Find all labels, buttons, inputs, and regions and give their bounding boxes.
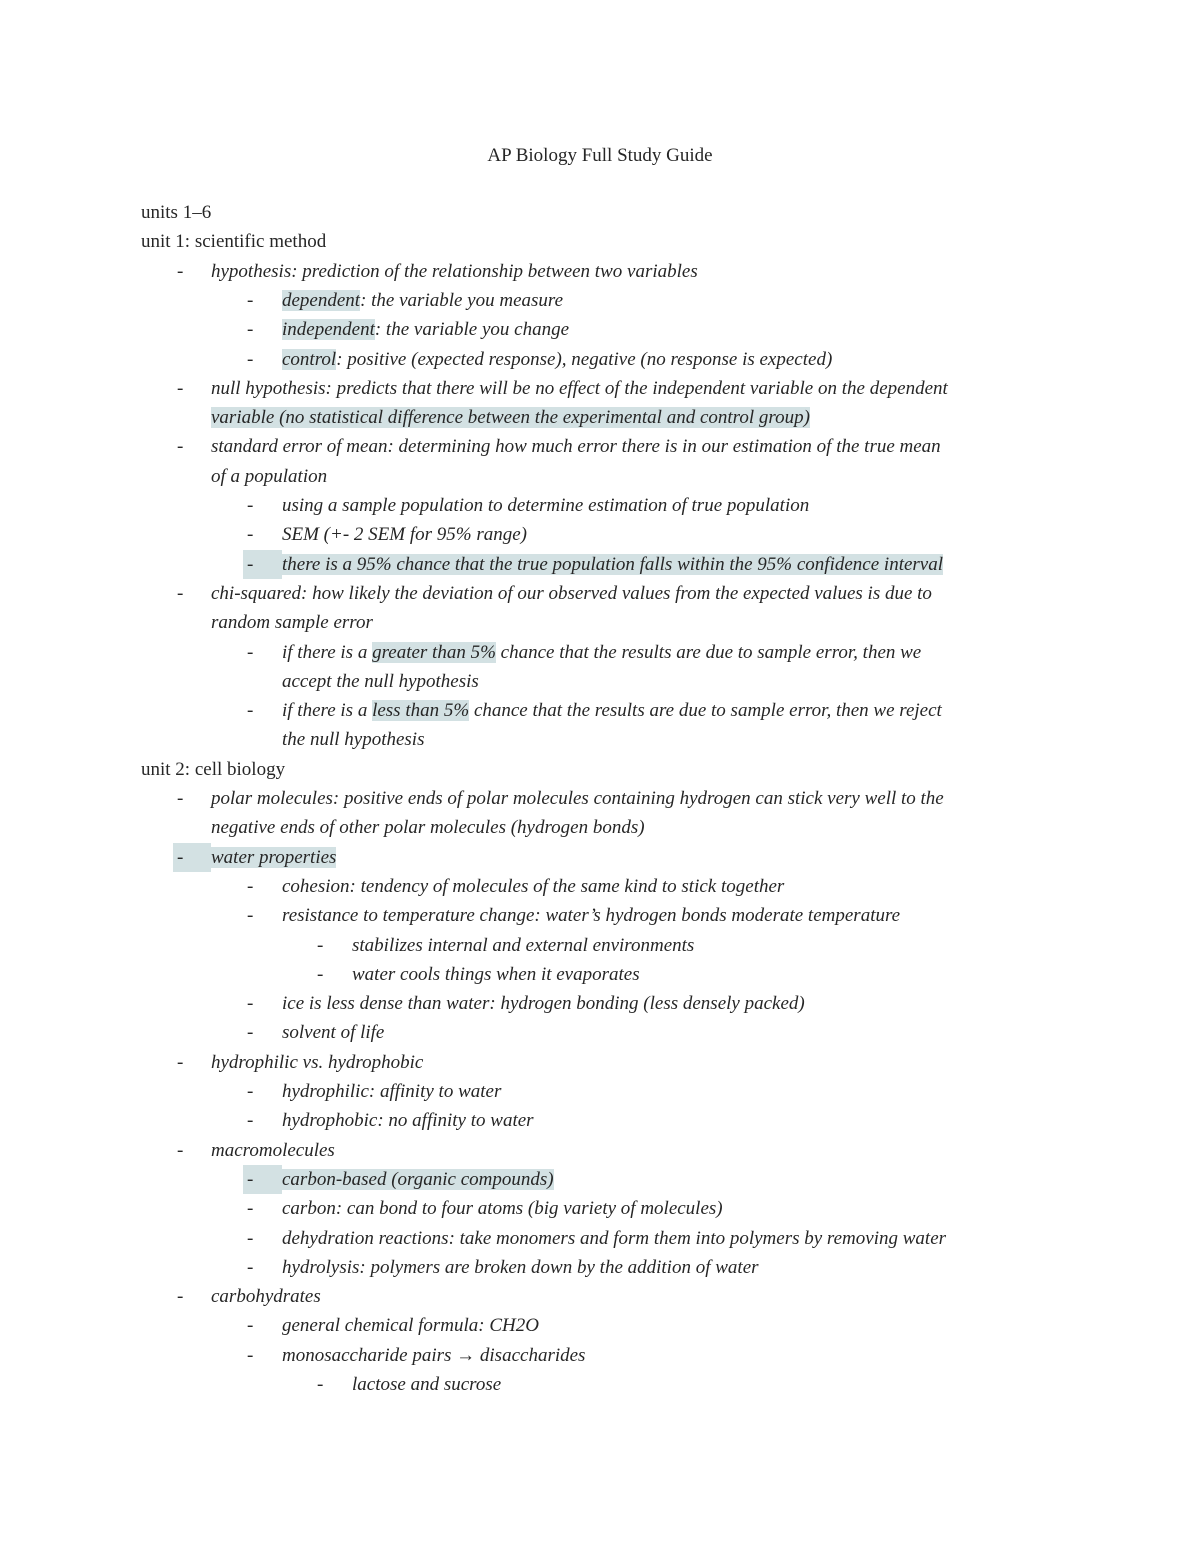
bullet-dash: -: [247, 875, 254, 897]
highlighted-text: dependent: [282, 289, 361, 311]
list-item: [0, 1253, 1200, 1282]
list-item-continuation: [0, 462, 1200, 491]
text-run: : the variable you change: [374, 319, 570, 341]
line-text: [141, 198, 211, 227]
highlighted-text: control: [282, 348, 337, 370]
list-item: [0, 989, 1200, 1018]
highlighted-text: greater than 5%: [372, 641, 496, 663]
highlighted-text: water properties: [211, 846, 337, 868]
bullet-dash: -: [177, 436, 184, 458]
line-text: [282, 667, 479, 696]
list-item: [0, 960, 1200, 989]
list-item: [0, 1106, 1200, 1135]
list-item: [0, 1136, 1200, 1165]
text-run: negative ends of other polar molecules (hydrogen bonds): [211, 817, 645, 839]
bullet-dash: -: [177, 1286, 184, 1308]
line-text: [282, 1341, 585, 1370]
bullet-dash: -: [247, 700, 254, 722]
text-run: null hypothesis: predicts that there will be no effect of the independent variable on the dependent: [211, 377, 948, 399]
list-item: [0, 901, 1200, 930]
line-text: [211, 403, 810, 432]
text-run: hydrophilic: affinity to water: [282, 1081, 502, 1102]
highlighted-text: independent: [282, 319, 375, 341]
line-text: [282, 1165, 554, 1194]
text-run: stabilizes internal and external environments: [352, 934, 695, 956]
list-item-continuation: [0, 725, 1200, 754]
bullet-dash: -: [247, 1344, 254, 1366]
text-run: monosaccharide pairs → disaccharides: [282, 1344, 586, 1366]
text-run: chance that the results are due to sample error, then we: [495, 641, 922, 663]
line-text: [282, 1253, 759, 1282]
list-item: [0, 1018, 1200, 1047]
text-run: general chemical formula: CH2O: [282, 1315, 539, 1337]
line-text: [211, 1282, 321, 1311]
line-text: [282, 638, 921, 667]
text-run: carbon: can bond to four atoms (big variety of molecules): [282, 1198, 723, 1220]
text-run: SEM (+- 2 SEM for 95% range): [282, 524, 527, 546]
text-run: unit 1: scientific method: [141, 231, 327, 253]
bullet-dash: -: [247, 1081, 254, 1102]
line-text: [282, 1106, 534, 1135]
list-item: [0, 784, 1200, 813]
bullet-dash: -: [247, 1315, 254, 1337]
bullet-dash: -: [317, 1374, 324, 1395]
bullet-dash: -: [247, 905, 254, 927]
bullet-dash: -: [177, 260, 184, 282]
list-item: [0, 345, 1200, 374]
bullet-dash: -: [243, 1165, 282, 1194]
highlighted-text: variable (no statistical difference between the experimental and control group): [211, 407, 810, 429]
line-text: [282, 725, 424, 754]
bullet-dash: -: [247, 524, 254, 546]
highlighted-text: less than 5%: [372, 700, 470, 722]
text-run: unit 2: cell biology: [141, 758, 286, 780]
list-item: [0, 872, 1200, 901]
text-run: the null hypothesis: [282, 729, 425, 751]
line-text: [282, 989, 805, 1018]
line-text: [282, 286, 563, 315]
bullet-dash: -: [177, 377, 184, 399]
text-run: : the variable you measure: [360, 289, 564, 311]
highlighted-text: carbon-based (organic compounds): [282, 1168, 554, 1190]
section-heading: [0, 227, 1200, 256]
list-item: [0, 638, 1200, 667]
list-item: [0, 1165, 1200, 1194]
bullet-dash: -: [247, 1110, 254, 1132]
text-run: accept the null hypothesis: [282, 670, 479, 692]
line-text: [282, 696, 942, 725]
line-text: [211, 257, 698, 286]
text-run: : positive (expected response), negative (no response is expected): [336, 348, 833, 370]
list-item: [0, 257, 1200, 286]
text-run: standard error of mean: determining how much error there is in our estimation of the true mean: [211, 436, 941, 458]
list-item: [0, 1194, 1200, 1223]
list-item: [0, 1282, 1200, 1311]
bullet-dash: -: [247, 641, 254, 663]
line-text: [282, 491, 809, 520]
line-text: [282, 345, 832, 374]
bullet-dash: -: [177, 1051, 184, 1073]
bullet-dash: -: [177, 582, 184, 604]
bullet-dash: -: [247, 289, 254, 311]
text-run: carbohydrates: [211, 1286, 321, 1308]
line-text: [211, 813, 645, 842]
line-text: [141, 227, 326, 256]
line-text: [211, 462, 327, 491]
bullet-dash: -: [247, 1198, 254, 1220]
bullet-dash: -: [177, 788, 184, 809]
section-heading: [0, 755, 1200, 784]
line-text: [282, 1077, 501, 1106]
line-text: [282, 315, 569, 344]
line-text: [211, 374, 948, 403]
list-item: [0, 286, 1200, 315]
text-run: hydrophobic: no affinity to water: [282, 1110, 534, 1132]
list-item-continuation: [0, 403, 1200, 432]
line-text: [211, 432, 941, 461]
text-run: cohesion: tendency of molecules of the same kind to stick together: [282, 875, 785, 897]
bullet-dash: -: [247, 319, 254, 341]
line-text: [282, 520, 527, 549]
text-run: solvent of life: [282, 1022, 385, 1044]
list-item: [0, 374, 1200, 403]
text-run: macromolecules: [211, 1139, 335, 1161]
text-run: units 1–6: [141, 202, 212, 223]
list-item: [0, 579, 1200, 608]
line-text: [282, 1018, 384, 1047]
document-title: AP Biology Full Study Guide: [487, 145, 713, 166]
list-item: [0, 1224, 1200, 1253]
text-run: hypothesis: prediction of the relationship between two variables: [211, 260, 698, 282]
bullet-dash: -: [317, 963, 324, 985]
bullet-dash: -: [247, 495, 254, 516]
list-item-continuation: [0, 813, 1200, 842]
line-text: [282, 1311, 539, 1340]
list-item: [0, 315, 1200, 344]
text-run: hydrophilic vs. hydrophobic: [211, 1051, 424, 1073]
list-item: [0, 696, 1200, 725]
text-run: resistance to temperature change: water’s hydrogen bonds moderate temperature: [282, 905, 901, 927]
list-item: [0, 1048, 1200, 1077]
list-item: [0, 550, 1200, 579]
list-item-continuation: [0, 667, 1200, 696]
text-run: polar molecules: positive ends of polar molecules containing hydrogen can stick very well to the: [211, 788, 944, 809]
bullet-dash: -: [247, 1256, 254, 1278]
list-item: [0, 931, 1200, 960]
line-text: [282, 1194, 723, 1223]
line-text: [282, 1224, 946, 1253]
line-text: [282, 872, 784, 901]
bullet-dash: -: [247, 993, 254, 1015]
bullet-dash: -: [247, 1022, 254, 1044]
text-run: water cools things when it evaporates: [352, 963, 640, 985]
list-item: [0, 1311, 1200, 1340]
text-run: lactose and sucrose: [352, 1374, 502, 1395]
line-text: [141, 755, 285, 784]
bullet-dash: -: [173, 843, 211, 872]
line-text: [282, 550, 943, 579]
list-item: [0, 1341, 1200, 1370]
text-run: hydrolysis: polymers are broken down by the addition of water: [282, 1256, 759, 1278]
line-text: [211, 1136, 335, 1165]
line-text: [352, 960, 640, 989]
text-run: if there is a: [282, 641, 373, 663]
text-run: of a population: [211, 465, 328, 487]
line-text: [282, 901, 900, 930]
list-item: [0, 843, 1200, 872]
text-run: using a sample population to determine estimation of true population: [282, 495, 810, 516]
bullet-dash: -: [177, 1139, 184, 1161]
text-run: if there is a: [282, 700, 373, 722]
bullet-dash: -: [317, 934, 324, 956]
line-text: [211, 608, 373, 637]
list-item: [0, 1077, 1200, 1106]
text-run: random sample error: [211, 612, 373, 634]
text-run: chance that the results are due to sample error, then we reject: [469, 700, 942, 722]
list-item: [0, 520, 1200, 549]
list-item: [0, 432, 1200, 461]
text-run: dehydration reactions: take monomers and form them into polymers by removing water: [282, 1227, 947, 1249]
line-text: [211, 1048, 423, 1077]
section-heading: [0, 198, 1200, 227]
line-text: [352, 1370, 501, 1399]
line-text: [211, 579, 932, 608]
line-text: [211, 843, 336, 872]
bullet-dash: -: [243, 550, 282, 579]
list-item: [0, 1370, 1200, 1399]
line-text: [352, 931, 694, 960]
text-run: chi-squared: how likely the deviation of our observed values from the expected values is due to: [211, 582, 932, 604]
list-item: [0, 491, 1200, 520]
bullet-dash: -: [247, 1227, 254, 1249]
bullet-dash: -: [247, 348, 254, 370]
list-item-continuation: [0, 608, 1200, 637]
highlighted-text: there is a 95% chance that the true population falls within the 95% confidence interval: [282, 553, 944, 575]
text-run: ice is less dense than water: hydrogen bonding (less densely packed): [282, 993, 805, 1015]
line-text: [211, 784, 944, 813]
